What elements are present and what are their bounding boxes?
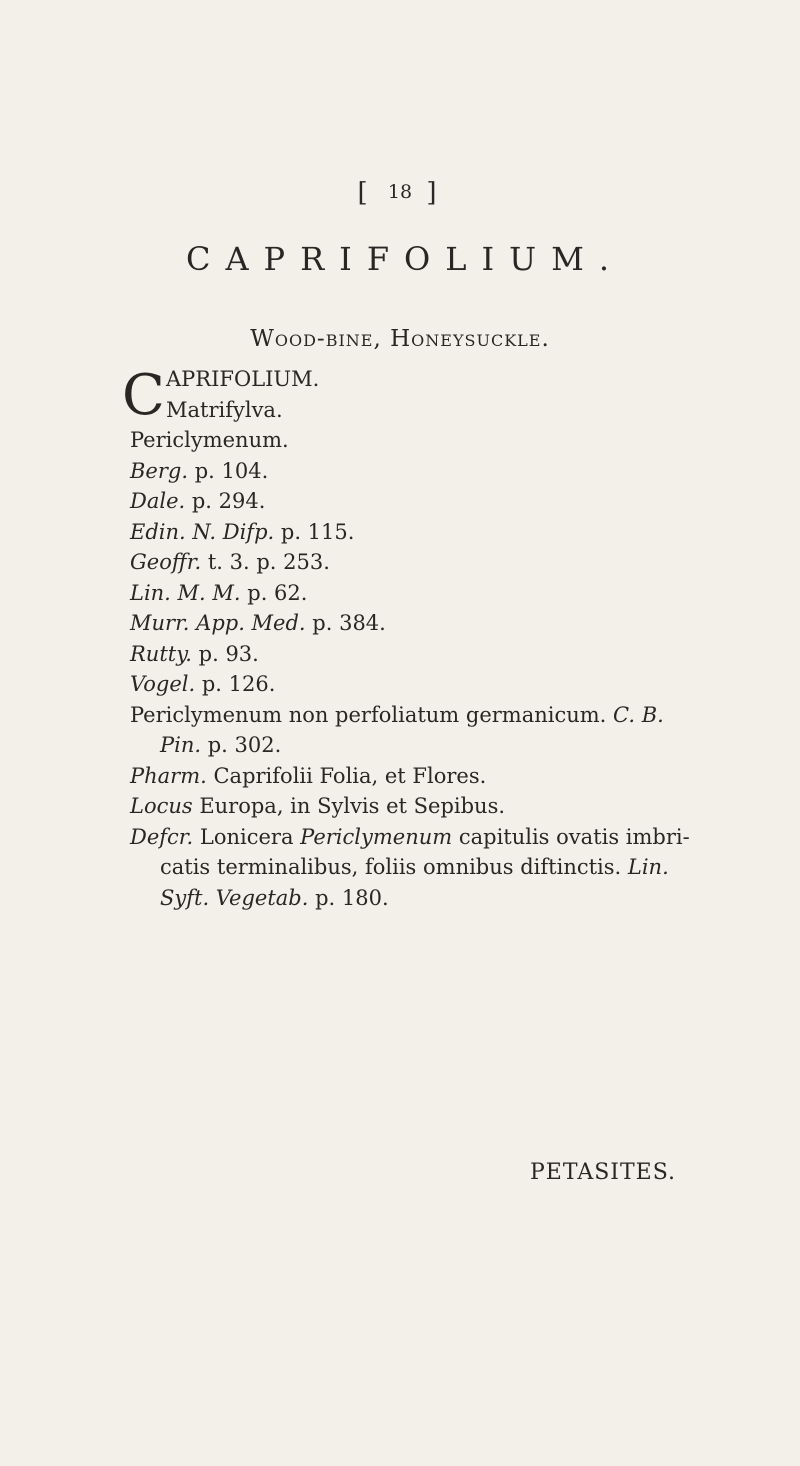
synonym-pin-line	[130, 730, 760, 761]
description-line-2	[130, 852, 760, 883]
description-text-3: catis terminalibus, foliis omnibus diftinctis.	[160, 855, 628, 879]
reference-page: t. 3. p. 253.	[201, 550, 330, 574]
synonym-pin-page: p. 302.	[201, 733, 282, 757]
reference-author: Edin. N. Difp.	[130, 519, 275, 544]
drop-cap: C	[122, 363, 165, 428]
pharm-label: Pharm.	[130, 763, 207, 788]
page-number-open: [	[357, 178, 388, 208]
description-line-3	[130, 883, 760, 914]
entry-synonym-2: Periclymenum.	[130, 428, 289, 452]
pharm-line	[130, 761, 760, 792]
reference-line	[130, 639, 760, 670]
description-source: Lin.	[627, 855, 669, 879]
synonym-source: C. B.	[613, 702, 664, 727]
reference-page: p. 294.	[185, 489, 266, 513]
reference-page: p. 126.	[195, 672, 276, 696]
description-text: Lonicera	[193, 824, 301, 849]
reference-line	[130, 669, 760, 700]
reference-author: Murr. App. Med.	[130, 611, 306, 635]
description-line	[130, 822, 760, 853]
description-label: Defcr.	[130, 824, 194, 849]
description-species: Periclymenum	[300, 824, 453, 849]
entry-synonym: Matrifylva.	[166, 397, 283, 422]
reference-line	[130, 456, 760, 487]
description-syst: Syft. Vegetab.	[160, 885, 309, 910]
reference-author: Lin. M. M.	[130, 580, 241, 605]
entry-name: APRIFOLIUM.	[166, 367, 320, 391]
reference-line	[130, 547, 760, 578]
page-number	[0, 178, 800, 208]
page-title: CAPRIFOLIUM.	[185, 240, 625, 278]
reference-page: p. 62.	[240, 580, 308, 605]
reference-line	[130, 608, 760, 639]
locus-text: Europa, in Sylvis et Sepibus.	[192, 794, 506, 818]
reference-author: Dale.	[130, 489, 186, 513]
reference-page: p. 104.	[188, 458, 269, 483]
page-subtitle: Wood-bine, Honeysuckle.	[250, 326, 550, 352]
description-text-2: capitulis ovatis imbri-	[452, 824, 690, 849]
page-number-value: 18	[387, 181, 413, 203]
synonym-pin: Pin.	[160, 733, 202, 757]
reference-author: Rutty.	[130, 641, 192, 666]
reference-page: p. 115.	[274, 519, 355, 544]
catchword: PETASITES.	[530, 1160, 676, 1185]
pharm-text: Caprifolii Folia, et Flores.	[206, 763, 487, 788]
synonym-text: Periclymenum non perfoliatum germanicum.	[130, 702, 614, 727]
locus-line	[130, 791, 760, 822]
reference-line	[130, 486, 760, 517]
locus-label: Locus	[130, 794, 193, 818]
reference-author: Berg.	[130, 458, 189, 483]
reference-page: p. 93.	[191, 641, 259, 666]
synonym-line	[130, 700, 760, 731]
reference-author: Vogel.	[130, 672, 196, 696]
reference-line	[130, 578, 760, 609]
reference-line	[130, 517, 760, 548]
reference-author: Geoffr.	[130, 550, 202, 574]
page-number-close: ]	[412, 178, 443, 208]
entry-body	[122, 363, 760, 913]
reference-page: p. 384.	[305, 611, 386, 635]
description-page: p. 180.	[308, 885, 389, 910]
